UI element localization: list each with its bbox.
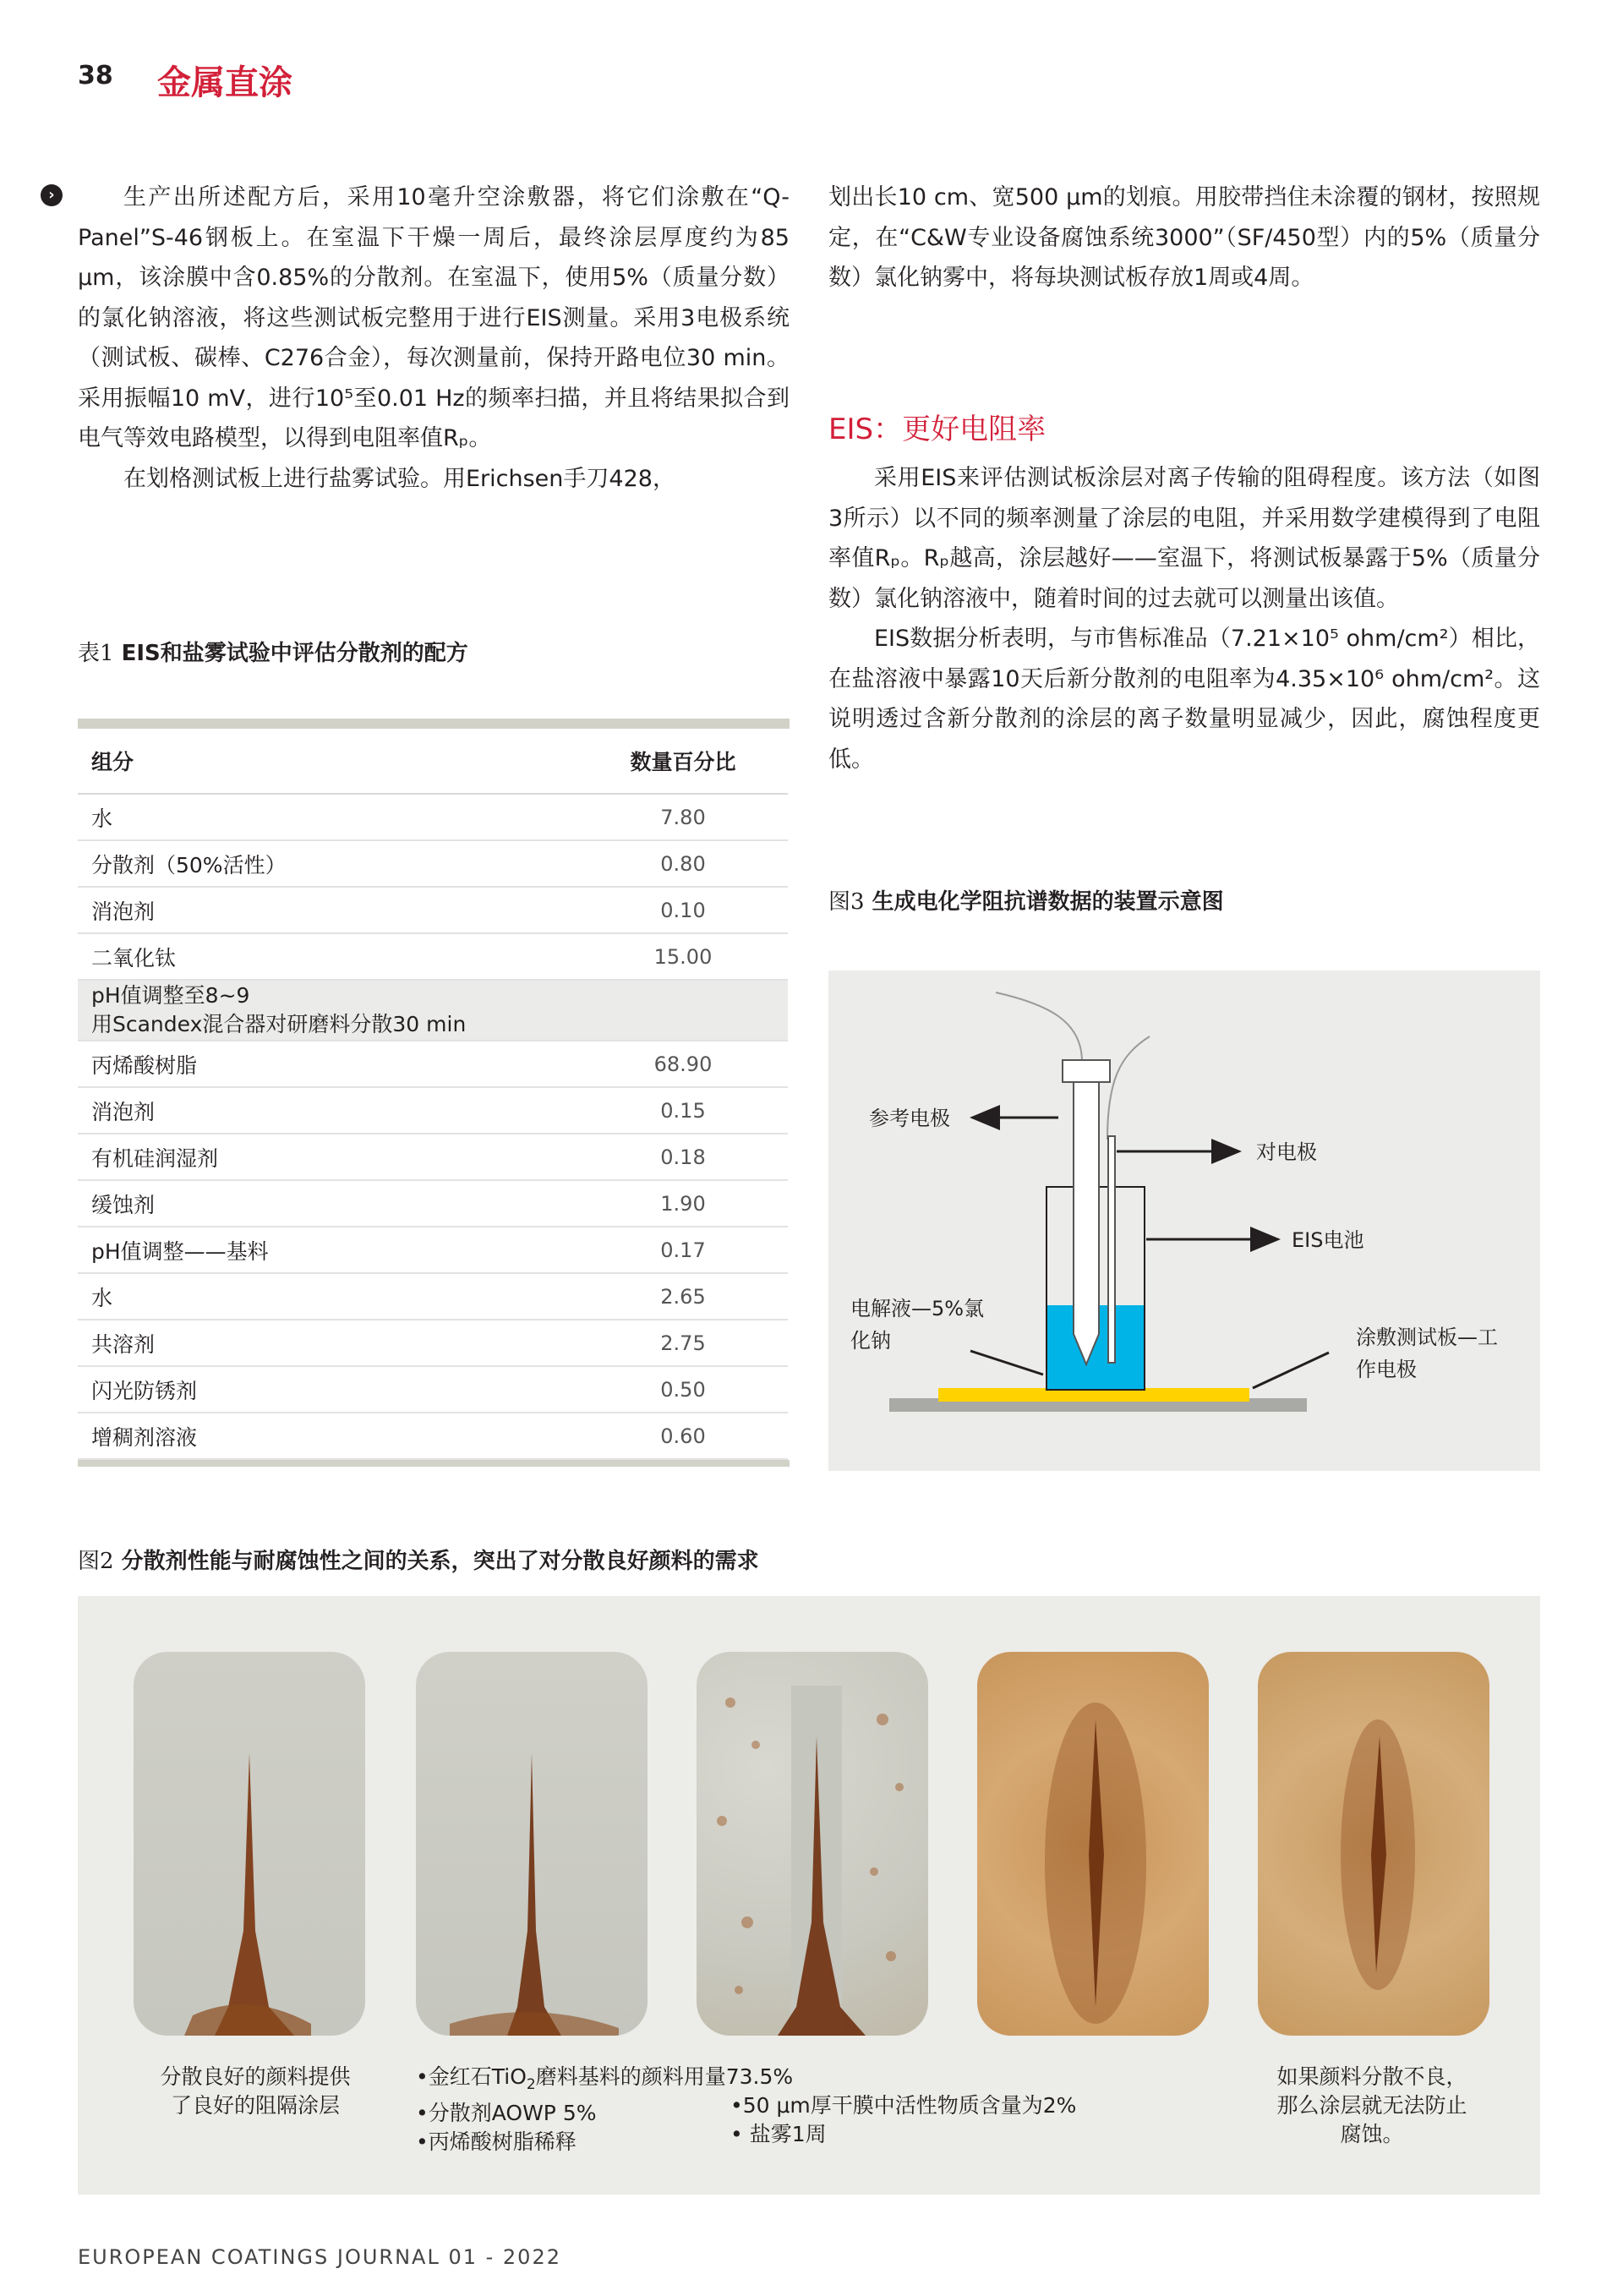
right-paragraph-2-line-4: 测试板暴露于5%（质量分数）氯化钠溶液中，随着时间的过 [828,545,1540,612]
right-paragraph-2-lines [828,465,1540,612]
left-paragraph-1-line-3: 度约为85 μm，该涂膜中含0.85%的分散剂。在室温下，使用 [78,224,790,291]
component-cell: 分散剂（50%活性） [78,840,578,887]
component-cell: 增稠剂溶液 [78,1413,578,1459]
reference-electrode-cap [1063,1060,1110,1082]
formulation-note-3: •丙烯酸树脂稀释 [416,2129,577,2154]
counter-wire [1107,1036,1150,1140]
component-cell: 消泡剂 [78,887,578,933]
label-electrolyte-1: 电解液—5%氯 [850,1297,985,1320]
table-row [78,840,788,887]
table-caption-text: EIS和盐雾试验中评估分散剂的配方 [113,641,468,666]
table-row [78,1366,788,1413]
component-cell: 有机硅润湿剂 [78,1134,578,1180]
right-paragraph-3-lines [828,626,1540,773]
table-row [78,1087,788,1134]
component-cell: 共溶剂 [78,1320,578,1366]
figure3-caption-text: 生成电化学阻抗谱数据的装置示意图 [864,889,1224,915]
counter-electrode [1108,1136,1115,1363]
table-row [78,1180,788,1227]
table-note-line-2: 用Scandex混合器对研磨料分散30 min [91,1012,467,1036]
left-paragraph-1-line-8: 型，以得到电阻率值Rₚ。 [238,425,492,451]
component-cell: 丙烯酸树脂 [78,1041,578,1087]
right-paragraph-1 [828,178,1540,298]
col-header-component: 组分 [78,729,578,794]
percent-cell: 2.75 [578,1320,788,1366]
test-panel-photo-1 [134,1652,365,2036]
right-paragraph-2-line-5: 去就可以测量出该值。 [1171,585,1399,612]
good-dispersion-line-2: 了良好的阻隔涂层 [170,2093,340,2118]
poor-dispersion-line-2: 那么涂层就无法防止 [1276,2093,1467,2118]
right-paragraph-3-line-4: 量明显减少，因此，腐蚀程度更低。 [828,706,1541,773]
left-paragraph-1-line-2: 在“Q-Panel”S-46钢板上。在室温下干燥一周后，最终涂层厚 [78,184,790,251]
formulation-notes-right [730,2091,1076,2149]
test-panel-photo-5 [1258,1652,1489,2036]
component-cell: 消泡剂 [78,1087,578,1134]
right-paragraph-2 [828,458,1540,619]
table-row [78,1273,788,1320]
right-paragraph-2-line-3: 学建模得到了电阻率值Rₚ。Rₚ越高，涂层越好——室温下，将 [828,505,1541,571]
good-dispersion-line-1: 分散良好的颜料提供 [160,2064,351,2089]
scribe-1 [134,1652,365,2036]
arrow-electrolyte [970,1351,1043,1375]
right-paragraph-1-line-2: 材，按照规定，在“C&W专业设备腐蚀系统3000”（SF/450 [828,184,1540,251]
percent-cell: 0.17 [578,1227,788,1273]
component-cell: 二氧化钛 [78,933,578,980]
table-row [78,1041,788,1087]
component-cell: 缓蚀剂 [78,1180,578,1227]
figure2-caption-text: 分散剂性能与耐腐蚀性之间的关系，突出了对分散良好颜料的需求 [113,1549,759,1574]
right-paragraph-1-line-1: 划出长10 cm、宽500 μm的划痕。用胶带挡住未涂覆的钢 [828,184,1426,210]
right-column-text-2 [828,458,1540,779]
left-paragraph-1-line-5: EIS测量。采用3电极系统（测试板、碳棒、C276合金），每 [78,304,790,371]
formula-table-body [78,729,788,1460]
poor-dispersion-line-1: 如果颜料分散不良， [1276,2064,1467,2089]
poor-dispersion-note [1241,2063,1503,2149]
table-row [78,1413,788,1459]
eis-setup-svg [828,970,1540,1471]
formula-table [78,719,790,1467]
label-electrolyte-2: 化钠 [850,1329,891,1353]
scribe-3 [697,1652,928,2036]
corrosion-panels-figure [78,1596,1540,2195]
formulation-note-2: •分散剂AOWP 5% [416,2101,597,2125]
right-paragraph-3-line-1: EIS数据分析表明，与市售标准品（7.21×10⁵ ohm/ [874,626,1405,652]
col-header-percent: 数量百分比 [578,729,788,794]
test-panel-photo-4 [977,1652,1209,2036]
table-caption-prefix: 表1 [78,641,114,666]
page-number: 38 [78,61,113,90]
label-counter-electrode: 对电极 [1256,1140,1317,1164]
table-row [78,887,788,933]
good-dispersion-note [128,2063,382,2120]
continue-arrow-icon: › [41,184,63,206]
left-paragraph-1-lines [78,184,790,451]
percent-cell: 0.10 [578,887,788,933]
figure2-caption [78,1544,759,1575]
formulation-note-1-sub: 2 [526,2076,536,2093]
formulation-note-1b: 磨料基料的颜料用量73.5% [535,2064,794,2089]
percent-cell: 7.80 [578,794,788,840]
left-paragraph-1-line-1: 生产出所述配方后，采用10毫升空涂敷器，将它们涂敷 [123,184,726,210]
figure3-caption [828,884,1224,916]
scribe-5 [1258,1652,1489,2036]
reference-wire [996,992,1082,1062]
section-title: 金属直涂 [157,63,292,102]
right-paragraph-1-lines [828,184,1540,291]
right-paragraph-2-line-1: 采用EIS来评估测试板涂层对离子传输的阻碍程度。该方 [874,465,1448,491]
formulation-note-4: •50 μm厚干膜中活性物质含量为2% [730,2093,1077,2118]
percent-cell: 0.80 [578,840,788,887]
figure2-caption-prefix: 图2 [78,1549,114,1574]
reference-electrode [1074,1082,1099,1364]
eis-setup-diagram [828,970,1540,1471]
eis-heading: EIS：更好电阻率 [828,413,1046,446]
table-row [78,1134,788,1180]
arrow-panel [1253,1353,1329,1388]
component-cell: 水 [78,1273,578,1320]
percent-cell: 0.15 [578,1087,788,1134]
formulation-note-1a: •金红石TiO [416,2064,527,2089]
label-reference-electrode: 参考电极 [869,1107,950,1130]
formulation-note-5: • 盐雾1周 [730,2122,827,2146]
left-paragraph-1-line-6: 次测量前，保持开路电位30 min。采用振幅10 mV，进行10⁵ [78,345,790,412]
table-row [78,1320,788,1366]
table-header-row [78,729,788,794]
table-row [78,933,788,980]
scribe-2 [416,1652,648,2036]
component-cell: pH值调整——基料 [78,1227,578,1273]
label-test-panel-2: 作电极 [1356,1358,1417,1381]
table-row [78,794,788,840]
component-cell: 闪光防锈剂 [78,1366,578,1413]
table-note-row [78,980,788,1041]
test-panel-photo-2 [416,1652,648,2036]
percent-cell: 0.18 [578,1134,788,1180]
right-paragraph-1-line-3: 型）内的5%（质量分数）氯化钠雾中，将每块测试板存放1 [828,224,1540,291]
percent-cell: 0.60 [578,1413,788,1459]
percent-cell: 68.90 [578,1041,788,1087]
table-bottom-rule [78,1460,790,1467]
poor-dispersion-line-3: 腐蚀。 [1340,2122,1404,2146]
right-paragraph-3 [828,619,1540,779]
left-paragraph-1-line-7: 至0.01 Hz的频率扫描，并且将结果拟合到电气等效电路模 [78,385,790,451]
left-column-text [78,178,790,499]
right-paragraph-3-line-2: cm²）相比，在盐溶液中暴露10天后新分散剂的电阻率为 [828,626,1540,692]
label-eis-cell: EIS电池 [1292,1228,1364,1252]
percent-cell: 2.65 [578,1273,788,1320]
table-row [78,1227,788,1273]
right-column-text [828,178,1540,298]
left-paragraph-1-line-4: 5%（质量分数）的氯化钠溶液，将这些测试板完整用于进行 [78,265,790,331]
right-paragraph-3-line-3: 4.35×10⁶ ohm/cm²。这说明透过含新分散剂的涂层的离子数 [828,665,1540,732]
table-caption [78,636,468,667]
journal-footer: EUROPEAN COATINGS JOURNAL 01 - 2022 [78,2245,561,2269]
component-cell: 水 [78,794,578,840]
percent-cell: 0.50 [578,1366,788,1413]
table-top-rule [78,719,790,729]
table-note [78,980,788,1041]
percent-cell: 1.90 [578,1180,788,1227]
right-paragraph-1-line-4: 周或4周。 [1208,265,1314,291]
left-paragraph-2: 在划格测试板上进行盐雾试验。用Erichsen手刀428， [123,465,675,492]
label-test-panel-1: 涂敷测试板—工 [1356,1326,1498,1349]
table-note-line-1: pH值调整至8~9 [91,983,250,1008]
figure3-caption-prefix: 图3 [828,889,865,915]
test-panel-photo-3 [697,1652,928,2036]
left-paragraph-1 [78,178,790,459]
right-paragraph-2-line-2: 法（如图3所示）以不同的频率测量了涂层的电阻，并采用数 [828,465,1540,532]
percent-cell: 15.00 [578,933,788,980]
scribe-4 [977,1652,1209,2036]
